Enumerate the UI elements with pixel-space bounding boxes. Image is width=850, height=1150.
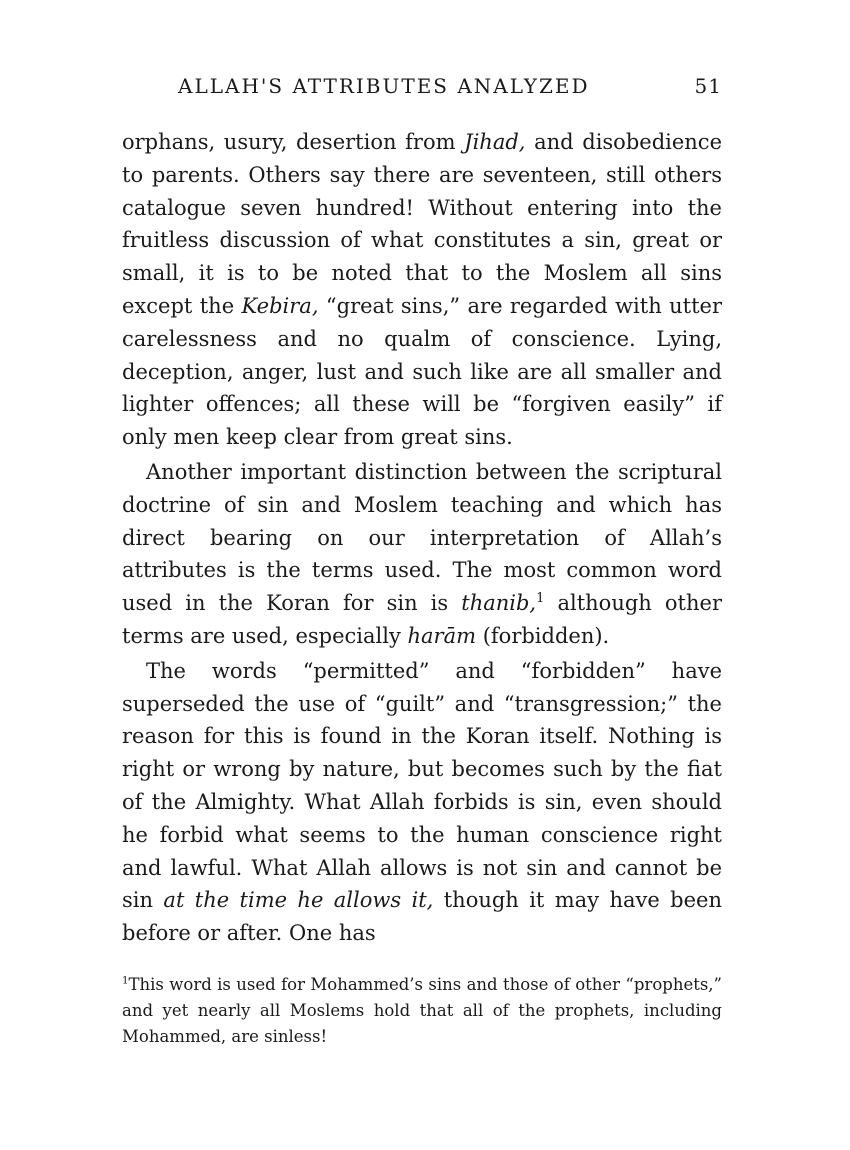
- text-segment: (forbidden).: [476, 623, 610, 648]
- text-segment: The words “permitted” and “forbidden” have superseded the use of “guilt” and “transgression;” the reason for this is found in the Koran itself. Nothing is right or wrong by nature, but becomes such by the fiat of the Almighty. What Allah forbids is sin, even should he forbid what seems to the human conscience right and lawful. What Allah allows is not sin and cannot be sin: [122, 658, 722, 913]
- text-segment: Another important distinction between the scriptural doctrine of sin and Moslem teaching and which has direct bearing on our interpretation of Allah’s attributes is the terms used. The most common word used in the Koran for sin is: [122, 459, 722, 616]
- paragraph-3: [122, 655, 722, 950]
- body-text: [122, 126, 722, 950]
- italic-term-jihad: Jihad,: [464, 130, 526, 154]
- italic-term-kebira: Kebira,: [241, 293, 319, 318]
- text-segment: orphans, usury, desertion from: [122, 130, 465, 154]
- book-page: [122, 74, 722, 1050]
- italic-term-haram: harām: [407, 623, 477, 648]
- text-segment: “great sins,” are regarded with utter carelessness and no qualm of conscience. Lying, deception, anger, lust and such like are all smaller and lighter offences; all these will be “forgiven easily” if only men keep clear from great sins.: [122, 293, 723, 450]
- footnote-marker: 1: [122, 975, 129, 987]
- text-segment: although other terms are used, especially: [122, 591, 722, 648]
- paragraph-1: [122, 126, 722, 454]
- paragraph-2: [122, 456, 722, 653]
- italic-term-thanib: thanib,: [461, 591, 537, 616]
- footnote: [122, 972, 722, 1050]
- text-segment: and disobedience to parents. Others say there are seventeen, still others catalogue seven hundred! Without entering into the fruitless discussion of what constitutes a sin, great or small, it is to be noted that to the Moslem all sins except the: [122, 130, 722, 318]
- footnote-text: This word is used for Mohammed’s sins and those of other “prophets,” and yet nearly all Moslems hold that all of the prophets, including Mohammed, are sinless!: [122, 974, 722, 1046]
- running-head: [178, 74, 722, 106]
- running-head-title: ALLAH'S ATTRIBUTES ANALYZED: [178, 74, 590, 98]
- page-number: 51: [694, 74, 722, 98]
- footnote-reference: 1: [536, 591, 545, 607]
- italic-phrase: at the time he allows it,: [163, 888, 434, 913]
- text-segment: though it may have been before or after. One has: [122, 888, 722, 946]
